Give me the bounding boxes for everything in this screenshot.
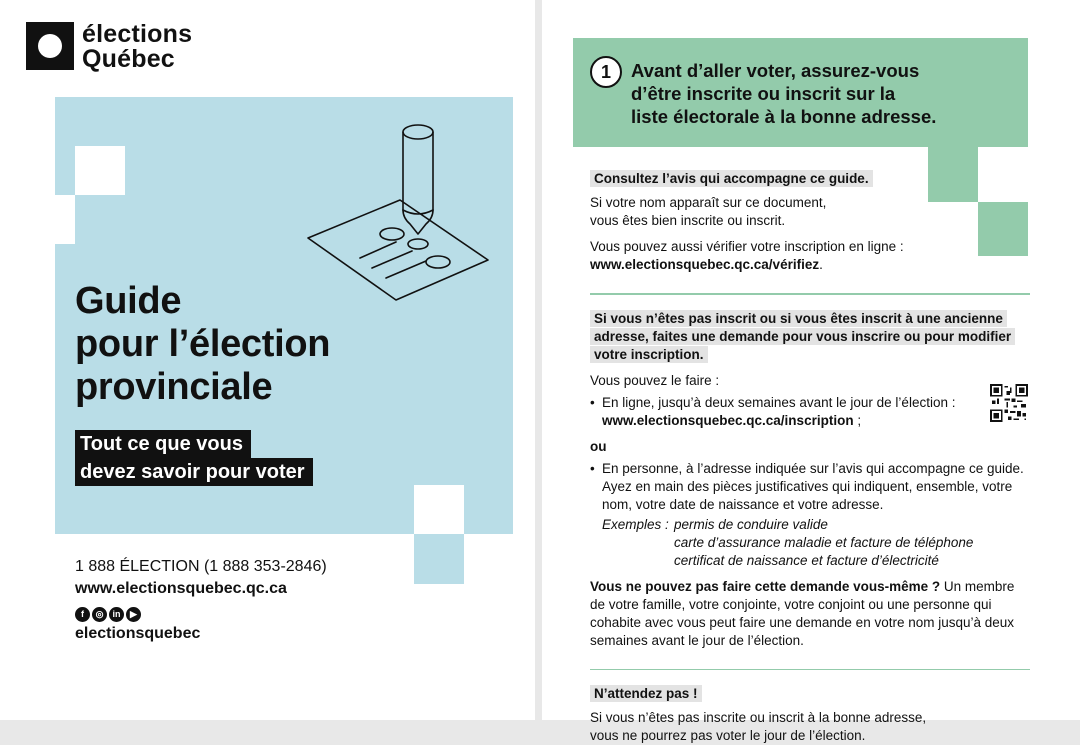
guide-step1-page: [542, 0, 1080, 743]
verify-link[interactable]: www.electionsquebec.qc.ca/vérifiez: [590, 257, 820, 272]
guide-subtitle: [75, 430, 313, 486]
guide-cover-page: [0, 0, 535, 720]
section-divider: [590, 669, 1030, 671]
text-rest: Un membre de votre famille, votre conjointe, votre conjoint ou une personne qui cohabite avec vous peut faire une demande en votre nom jusqu’à deux semaines avant le jour de l’élection.: [590, 578, 1015, 648]
phone-number[interactable]: 1 888 ÉLECTION (1 888 353-2846): [75, 558, 327, 575]
example-item: carte d’assurance maladie et facture de téléphone: [674, 534, 974, 550]
examples: [590, 516, 1030, 570]
step-title: [631, 59, 936, 128]
bullet-text: En ligne, jusqu’à deux semaines avant le jour de l’élection :: [602, 394, 956, 410]
section-divider: [590, 293, 1030, 295]
section-heading: Si vous n’êtes pas inscrit ou si vous êtes inscrit à une ancienne adresse, faites une demande pour vous inscrire ou pour modifier votre inscription.: [590, 310, 1015, 363]
text-line: vous êtes bien inscrite ou inscrit.: [590, 213, 786, 228]
section-consult: [590, 170, 1030, 274]
website-link[interactable]: www.electionsquebec.qc.ca: [75, 580, 287, 597]
logo-mark-icon: [26, 22, 74, 70]
decorative-square: [414, 485, 464, 535]
list-item: [590, 460, 1030, 514]
text-line: vous ne pourrez pas voter le jour de l’élection.: [590, 728, 866, 743]
section-heading: N’attendez pas !: [590, 685, 702, 702]
paragraph: Vous pouvez aussi vérifier votre inscription en ligne :: [590, 239, 904, 254]
punctuation: ;: [853, 412, 862, 428]
decorative-square: [55, 195, 75, 244]
step-title-line: liste électorale à la bonne adresse.: [631, 106, 937, 127]
text-line: Si vous n’êtes pas inscrite ou inscrit à la bonne adresse,: [590, 710, 927, 725]
decorative-square: [414, 534, 464, 584]
subtitle-line: Tout ce que vous: [75, 430, 251, 458]
ballot-pen-illustration-icon: [300, 118, 500, 303]
logo-line2: Québec: [82, 45, 175, 73]
instagram-icon[interactable]: ◎: [92, 607, 107, 622]
qr-code-icon[interactable]: [990, 384, 1028, 422]
guide-title: [75, 280, 330, 409]
subtitle-line: devez savoir pour voter: [75, 458, 313, 486]
contact-info: [75, 556, 327, 600]
list-item: [590, 394, 987, 430]
or-separator: ou: [590, 438, 607, 454]
logo-text: [82, 22, 192, 72]
title-line: provinciale: [75, 366, 273, 408]
section-heading: Consultez l’avis qui accompagne ce guide.: [590, 170, 873, 187]
bold-lead: Vous ne pouvez pas faire cette demande vous-même ?: [590, 578, 941, 594]
linkedin-icon[interactable]: in: [109, 607, 124, 622]
step-content: [590, 170, 1030, 745]
paragraph: [590, 256, 1030, 274]
step-number-badge: 1: [590, 56, 622, 88]
paragraph: [590, 194, 1030, 230]
title-line: pour l’élection: [75, 323, 331, 365]
decorative-square: [75, 146, 125, 195]
social-handle[interactable]: electionsquebec: [75, 625, 201, 642]
paragraph: [590, 709, 1030, 745]
section-register: [590, 310, 1030, 650]
step-title-line: d’être inscrite ou inscrit sur la: [631, 83, 896, 104]
example-item: certificat de naissance et facture d’électricité: [674, 552, 939, 568]
facebook-icon[interactable]: f: [75, 607, 90, 622]
title-line: Guide: [75, 280, 182, 322]
examples-label: Exemples :: [602, 516, 669, 532]
section-dont-wait: [590, 685, 1030, 745]
examples-list: [674, 516, 973, 570]
paragraph: [590, 578, 1030, 650]
logo-line1: élections: [82, 20, 193, 48]
bullet-text: En personne, à l’adresse indiquée sur l’avis qui accompagne ce guide. Ayez en main des pièces justificatives qui indiquent, ensemble, votre nom, votre date de naissance et votre adresse.: [602, 460, 1024, 512]
punctuation: .: [819, 257, 823, 272]
example-item: permis de conduire valide: [674, 516, 828, 532]
text-line: Si votre nom apparaît sur ce document,: [590, 195, 827, 210]
page-divider: [535, 0, 542, 720]
paragraph: Vous pouvez le faire :: [590, 372, 720, 388]
inscription-link[interactable]: www.electionsquebec.qc.ca/inscription: [602, 412, 854, 428]
step-title-line: Avant d’aller voter, assurez-vous: [631, 60, 920, 81]
social-icons: [75, 607, 141, 622]
youtube-icon[interactable]: ▶: [126, 607, 141, 622]
elections-quebec-logo: [26, 22, 192, 72]
